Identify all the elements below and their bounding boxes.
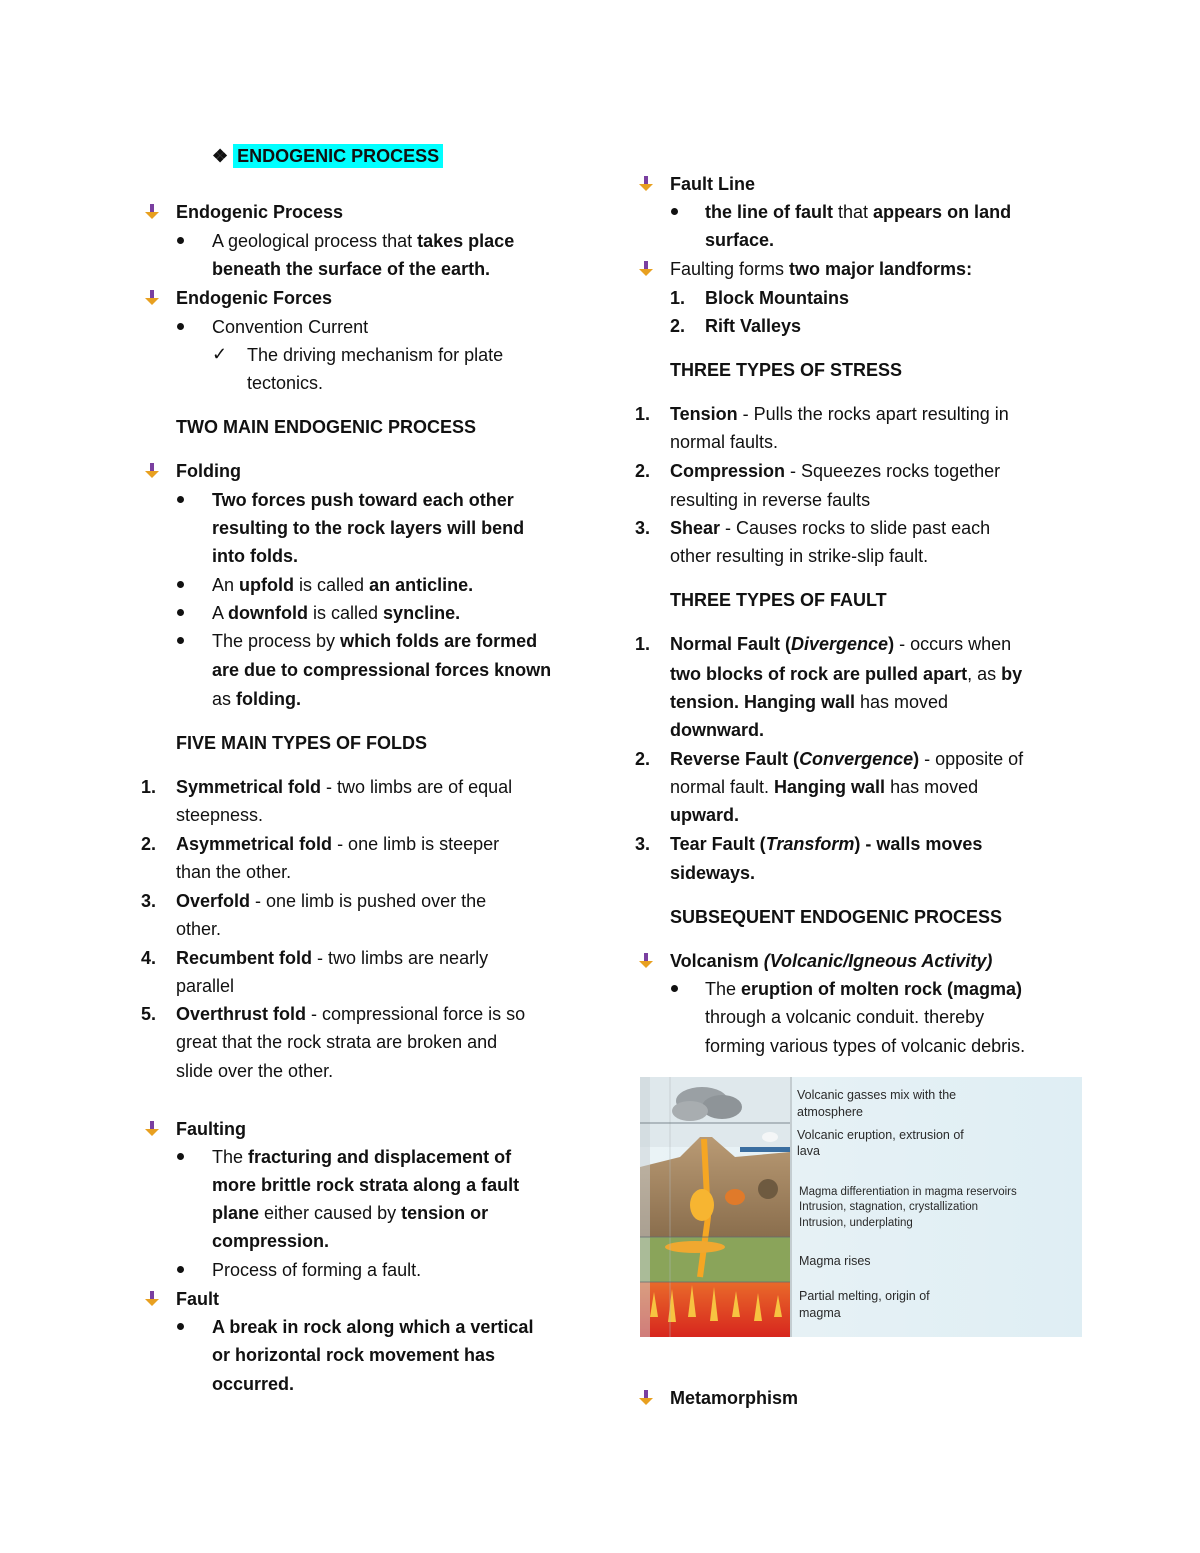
section-endogenic-forces: Endogenic Forces [176,288,333,308]
list-number: 1. [635,404,651,424]
list-item: Tear Fault (Transform) - walls moves [670,834,983,854]
list-number: 2. [141,834,157,854]
text-line: tectonics. [247,373,324,393]
text-line: The driving mechanism for plate [247,345,504,365]
list-item: Recumbent fold - two limbs are nearly [176,948,489,968]
list-number: 2. [635,461,651,481]
volcanism-diagram [640,1077,1082,1337]
arrow-bullet-icon [143,289,161,307]
list-item: Symmetrical fold - two limbs are of equal [176,777,513,797]
heading-subsequent: SUBSEQUENT ENDOGENIC PROCESS [670,907,1003,927]
text-line: other. [176,919,222,939]
text-line: parallel [176,976,235,996]
diagram-label: Partial melting, origin of [799,1289,930,1303]
text-line: slide over the other. [176,1061,334,1081]
diagram-label: Magma rises [799,1254,871,1268]
text-line: An upfold is called an anticline. [212,575,474,595]
list-number: 3. [635,518,651,538]
arrow-bullet-icon [637,175,655,193]
text-line: The eruption of molten rock (magma) [705,979,1023,999]
heading-stress: THREE TYPES OF STRESS [670,360,903,380]
diagram-label: magma [799,1306,841,1320]
bullet-dot [177,323,184,330]
text-line: A geological process that takes place [212,231,515,251]
arrow-bullet-icon [143,203,161,221]
bullet-dot [671,985,678,992]
text-line: compression. [212,1231,330,1251]
list-item: Reverse Fault (Convergence) - opposite of [670,749,1024,769]
text-line: into folds. [212,546,298,566]
bullet-dot [177,1323,184,1330]
heading-fault-types: THREE TYPES OF FAULT [670,590,887,610]
bullet-dot [177,237,184,244]
section-fault: Fault [176,1289,219,1309]
text-line: as folding. [212,689,301,709]
arrow-bullet-icon [637,1389,655,1407]
section-folding: Folding [176,461,241,481]
diagram-label: Intrusion, stagnation, crystallization [799,1201,978,1213]
bullet-dot [177,637,184,644]
heading-two-main: TWO MAIN ENDOGENIC PROCESS [176,417,477,437]
text-line: surface. [705,230,775,250]
bullet-dot [177,609,184,616]
text-line: great that the rock strata are broken and [176,1032,498,1052]
diagram-label: Volcanic gasses mix with the [797,1088,957,1102]
arrow-bullet-icon [143,1290,161,1308]
list-item: Asymmetrical fold - one limb is steeper [176,834,500,854]
text-line: A break in rock along which a vertical [212,1317,534,1337]
text-line: resulting in reverse faults [670,490,871,510]
text-line: two blocks of rock are pulled apart, as by [670,664,1023,684]
list-number: 2. [635,749,651,769]
arrow-bullet-icon [637,952,655,970]
diagram-label: Volcanic eruption, extrusion of [797,1128,964,1142]
page-title: ❖ ENDOGENIC PROCESS [212,144,443,168]
text-line: occurred. [212,1374,295,1394]
arrow-bullet-icon [143,462,161,480]
text-line: sideways. [670,863,756,883]
list-item: Normal Fault (Divergence) - occurs when [670,634,1012,654]
text-line: than the other. [176,862,292,882]
arrow-bullet-icon [637,260,655,278]
list-number: 2. [670,316,686,336]
list-item: Rift Valleys [705,316,802,336]
text-line: beneath the surface of the earth. [212,259,491,279]
section-faulting: Faulting [176,1119,246,1139]
diagram-label: Magma differentiation in magma reservoirs [799,1186,1017,1198]
list-item: Overfold - one limb is pushed over the [176,891,487,911]
text-line: plane either caused by tension or [212,1203,489,1223]
list-number: 1. [141,777,157,797]
list-number: 4. [141,948,157,968]
bullet-dot [671,208,678,215]
text-line: normal faults. [670,432,779,452]
list-number: 1. [635,634,651,654]
arrow-bullet-icon [143,1120,161,1138]
bullet-dot [177,1266,184,1273]
list-number: 3. [141,891,157,911]
diagram-label: atmosphere [797,1105,864,1119]
text-line: Faulting forms two major landforms: [670,259,973,279]
bullet-dot [177,496,184,503]
text-line: Two forces push toward each other [212,490,514,510]
text-line: The process by which folds are formed [212,631,538,651]
text-line: the line of fault that appears on land [705,202,1012,222]
section-endogenic-process: Endogenic Process [176,202,344,222]
diagram-label: lava [797,1144,820,1158]
text-line: through a volcanic conduit. thereby [705,1007,985,1027]
diamond-icon: ❖ [212,146,229,166]
list-item: Compression - Squeezes rocks together [670,461,1001,481]
text-line: forming various types of volcanic debris. [705,1036,1026,1056]
section-fault-line: Fault Line [670,174,755,194]
list-number: 1. [670,288,686,308]
list-item: Block Mountains [705,288,850,308]
checkmark-icon: ✓ [212,344,228,364]
text-line: downward. [670,720,764,740]
text-line: The fracturing and displacement of [212,1147,512,1167]
section-metamorphism: Metamorphism [670,1388,799,1408]
text-line: Process of forming a fault. [212,1260,422,1280]
text-line: upward. [670,805,740,825]
text-line: Convention Current [212,317,369,337]
text-line: or horizontal rock movement has [212,1345,496,1365]
text-line: more brittle rock strata along a fault [212,1175,520,1195]
list-item: Shear - Causes rocks to slide past each [670,518,991,538]
text-line: tension. Hanging wall has moved [670,692,949,712]
heading-five-folds: FIVE MAIN TYPES OF FOLDS [176,733,428,753]
list-number: 3. [635,834,651,854]
text-line: are due to compressional forces known [212,660,552,680]
list-number: 5. [141,1004,157,1024]
text-line: steepness. [176,805,264,825]
section-volcanism: Volcanism (Volcanic/Igneous Activity) [670,951,993,971]
diagram-label: Intrusion, underplating [799,1217,913,1229]
bullet-dot [177,1153,184,1160]
text-line: resulting to the rock layers will bend [212,518,525,538]
list-item: Tension - Pulls the rocks apart resulting in [670,404,1009,424]
text-line: A downfold is called syncline. [212,603,461,623]
text-line: other resulting in strike-slip fault. [670,546,929,566]
bullet-dot [177,581,184,588]
text-line: normal fault. Hanging wall has moved [670,777,979,797]
list-item: Overthrust fold - compressional force is so [176,1004,526,1024]
